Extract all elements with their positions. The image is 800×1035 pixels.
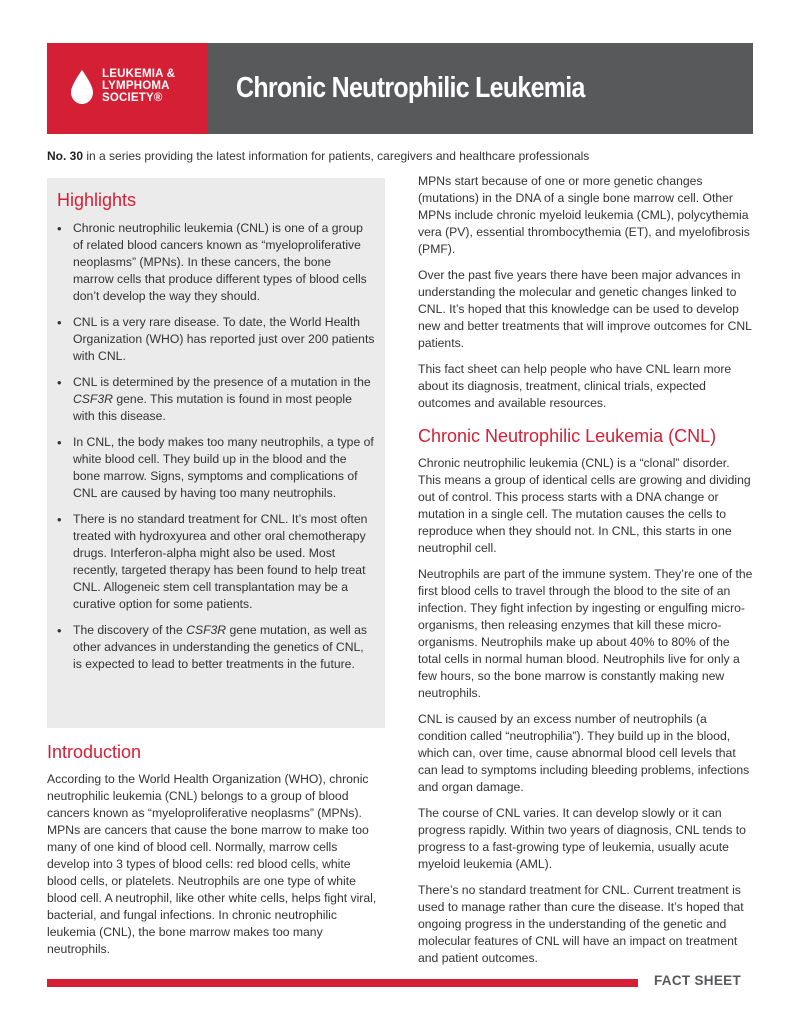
list-item: • CNL is a very rare disease. To date, the World Health Organization (WHO) has reported just over 200 patients with CNL. xyxy=(57,314,375,365)
paragraph: Neutrophils are part of the immune system. They’re one of the first blood cells to travel through the blood to the site of an infection. They fight infection by ingesting or engulfing micro-organisms, then releasing enzymes that kill these micro-organisms. Neutrophils make up about 40% to 80% of the total cells in normal human blood. Neutrophils live for only a few hours, so the bone marrow is constantly making new neutrophils. xyxy=(418,567,753,700)
lls-logo xyxy=(47,43,207,134)
paragraph: CNL is caused by an excess number of neutrophils (a condition called “neutrophilia”). They build up in the blood, which can, over time, cause abnormal blood cell levels that can lead to symptoms including bleeding problems, infections and organ damage. xyxy=(418,712,750,794)
logo-line: LEUKEMIA & xyxy=(102,68,176,80)
list-item: • CNL is determined by the presence of a mutation in the CSF3R gene. This mutation is found in most people with this disease. xyxy=(57,374,375,425)
fact-sheet-label: FACT SHEET xyxy=(654,973,742,988)
series-number: No. 30 xyxy=(47,149,84,163)
right-column-intro xyxy=(418,173,754,421)
cnl-body xyxy=(418,455,754,976)
highlights-box xyxy=(47,178,385,728)
logo-wordmark xyxy=(102,68,202,104)
highlights-heading: Highlights xyxy=(57,190,137,210)
introduction-body xyxy=(47,771,383,967)
paragraph: The course of CNL varies. It can develop slowly or it can progress rapidly. Within two years of diagnosis, CNL tends to progress to a fast-growing type of leukemia, usually acute myeloid leukemia (AML). xyxy=(418,806,746,871)
list-item: • There is no standard treatment for CNL. It’s most often treated with hydroxyurea and other oral chemotherapy drugs. Interferon-alpha might also be used. Most recently, targeted therapy has been found to help treat CNL. Allogeneic stem cell transplantation may be a curative option for some patients. xyxy=(57,511,375,613)
list-item: • The discovery of the CSF3R gene mutation, as well as other advances in understanding the genetics of CNL, is expected to lead to better treatments in the future. xyxy=(57,622,375,673)
series-text: in a series providing the latest information for patients, caregivers and healthcare professionals xyxy=(83,149,590,163)
list-item: • Chronic neutrophilic leukemia (CNL) is one of a group of related blood cancers known as “myeloproliferative neoplasms” (MPNs). In these cancers, the bone marrow cells that produce different types of blood cells don’t develop the way they should. xyxy=(57,220,375,305)
highlights-list xyxy=(57,220,375,682)
paragraph: Chronic neutrophilic leukemia (CNL) is a “clonal” disorder. This means a group of identical cells are growing and dividing out of control. This process starts with a DNA change or mutation in a single cell. The mutation causes the cells to reproduce when they should not. In CNL, this starts in one neutrophil cell. xyxy=(418,456,751,555)
cnl-heading: Chronic Neutrophilic Leukemia (CNL) xyxy=(418,426,717,446)
paragraph: Over the past five years there have been major advances in understanding the molecular and genetic changes linked to CNL. It’s hoped that this knowledge can be used to develop new and better treatments that will improve outcomes for CNL patients. xyxy=(418,268,752,350)
paragraph: This fact sheet can help people who have CNL learn more about its diagnosis, treatment, clinical trials, expected outcomes and available resources. xyxy=(418,362,732,410)
footer-bar xyxy=(47,979,638,987)
page-title: Chronic Neutrophilic Leukemia xyxy=(236,72,585,104)
blood-drop-icon xyxy=(69,69,95,105)
header-band xyxy=(47,43,753,134)
introduction-heading: Introduction xyxy=(47,742,142,762)
paragraph: According to the World Health Organization (WHO), chronic neutrophilic leukemia (CNL) belongs to a group of blood cancers known as “myeloproliferative neoplasms” (MPNs). MPNs are cancers that cause the bone marrow to make too many of one kind of blood cell. Normally, marrow cells develop into 3 types of blood cells: red blood cells, white blood cells, or platelets. Neutrophils are one type of white blood cell. A neutrophil, like other white cells, helps fight viral, bacterial, and fungal infections. In chronic neutrophilic leukemia (CNL), the bone marrow makes too many neutrophils. xyxy=(47,772,377,956)
paragraph: There’s no standard treatment for CNL. Current treatment is used to manage rather than cure the disease. It’s hoped that ongoing progress in the understanding of the genetic and molecular features of CNL will have an impact on treatment and patient outcomes. xyxy=(418,883,744,965)
list-item: • In CNL, the body makes too many neutrophils, a type of white blood cell. They build up in the blood and the bone marrow. Signs, symptoms and complications of CNL are caused by having too many neutrophils. xyxy=(57,434,375,502)
series-note xyxy=(47,149,589,163)
logo-line: SOCIETY® xyxy=(102,92,163,104)
paragraph: MPNs start because of one or more genetic changes (mutations) in the DNA of a single bone marrow cell. Other MPNs include chronic myeloid leukemia (CML), polycythemia vera (PV), essential thrombocythemia (ET), and myelofibrosis (PMF). xyxy=(418,174,750,256)
logo-line: LYMPHOMA xyxy=(102,80,170,92)
